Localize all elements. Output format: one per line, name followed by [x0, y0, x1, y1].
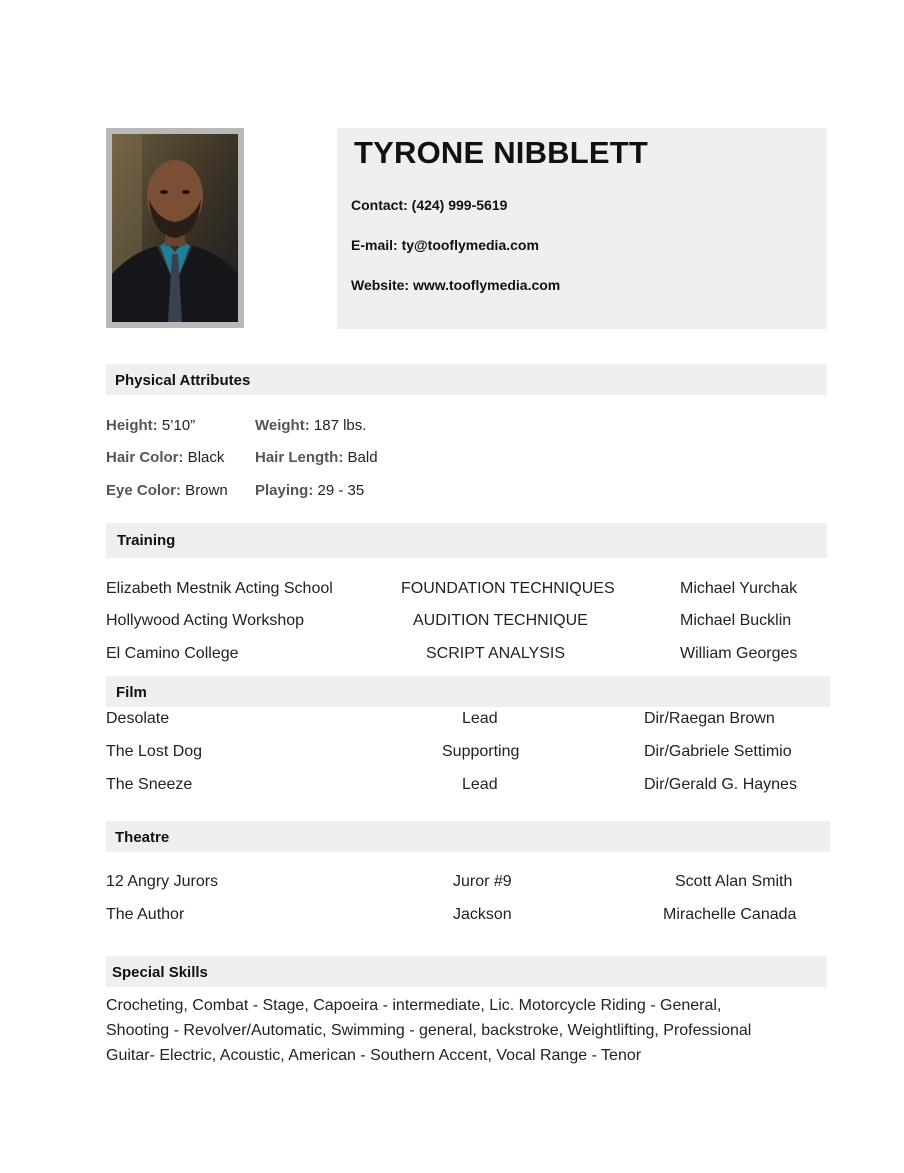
training-course: FOUNDATION TECHNIQUES — [401, 580, 615, 597]
hair-length-attr — [255, 449, 378, 466]
film-title-cell: Desolate — [106, 710, 170, 727]
theatre-director: Scott Alan Smith — [675, 873, 793, 890]
special-skills-text — [106, 993, 806, 1068]
eye-color-attr — [106, 482, 228, 499]
film-title-cell: The Lost Dog — [106, 743, 203, 760]
playing-value: 29 - 35 — [313, 482, 365, 499]
theatre-director: Mirachelle Canada — [663, 906, 797, 923]
theatre-role: Juror #9 — [453, 873, 512, 890]
contact-phone: Contact: (424) 999-5619 — [351, 197, 508, 213]
eye-color-label: Eye Color: — [106, 482, 182, 499]
weight-label: Weight: — [255, 417, 310, 434]
training-teacher: Michael Yurchak — [680, 580, 798, 597]
training-bar — [106, 523, 827, 558]
playing-attr — [255, 482, 364, 499]
contact-email: E-mail: ty@tooflymedia.com — [351, 237, 539, 253]
film-director: Dir/Gerald G. Haynes — [644, 776, 797, 793]
theatre-role: Jackson — [453, 906, 512, 923]
skills-line: Crocheting, Combat - Stage, Capoeira - intermediate, Lic. Motorcycle Riding - General, — [106, 997, 722, 1014]
film-role: Lead — [462, 710, 498, 727]
physical-attributes-title: Physical Attributes — [115, 372, 251, 389]
height-value: 5’10” — [157, 417, 196, 434]
film-director: Dir/Gabriele Settimio — [644, 743, 792, 760]
actor-name: TYRONE NIBBLETT — [354, 135, 649, 170]
weight-attr — [255, 417, 366, 434]
training-title: Training — [117, 532, 176, 549]
eye-color-value: Brown — [181, 482, 228, 499]
skills-line: Guitar- Electric, Acoustic, American - Southern Accent, Vocal Range - Tenor — [106, 1047, 642, 1064]
height-label: Height: — [106, 417, 158, 434]
hair-color-label: Hair Color: — [106, 449, 184, 466]
hair-color-value: Black — [183, 449, 225, 466]
training-school: Elizabeth Mestnik Acting School — [106, 580, 333, 597]
theatre-title-cell: The Author — [106, 906, 185, 923]
weight-value: 187 lbs. — [309, 417, 367, 434]
playing-label: Playing: — [255, 482, 314, 499]
training-course: AUDITION TECHNIQUE — [413, 612, 588, 629]
hair-color-attr — [106, 449, 224, 466]
headshot-image — [112, 134, 238, 322]
film-role: Supporting — [442, 743, 520, 760]
film-director: Dir/Raegan Brown — [644, 710, 775, 727]
theatre-title: Theatre — [115, 829, 170, 846]
hair-length-label: Hair Length: — [255, 449, 344, 466]
training-teacher: Michael Bucklin — [680, 612, 792, 629]
film-title-cell: The Sneeze — [106, 776, 193, 793]
theatre-bar — [106, 821, 830, 852]
training-school: Hollywood Acting Workshop — [106, 612, 305, 629]
film-title: Film — [116, 684, 147, 701]
training-teacher: William Georges — [680, 645, 798, 662]
theatre-title-cell: 12 Angry Jurors — [106, 873, 219, 890]
contact-website: Website: www.tooflymedia.com — [351, 277, 561, 293]
special-skills-bar — [106, 956, 827, 987]
height-attr — [106, 417, 195, 434]
special-skills-title: Special Skills — [112, 964, 208, 981]
film-role: Lead — [462, 776, 498, 793]
training-course: SCRIPT ANALYSIS — [426, 645, 566, 662]
film-bar — [106, 676, 830, 707]
hair-length-value: Bald — [343, 449, 378, 466]
skills-line: Shooting - Revolver/Automatic, Swimming - general, backstroke, Weightlifting, Professional — [106, 1022, 752, 1039]
headshot-photo — [106, 128, 244, 328]
physical-attributes-bar — [106, 364, 827, 395]
training-school: El Camino College — [106, 645, 239, 662]
